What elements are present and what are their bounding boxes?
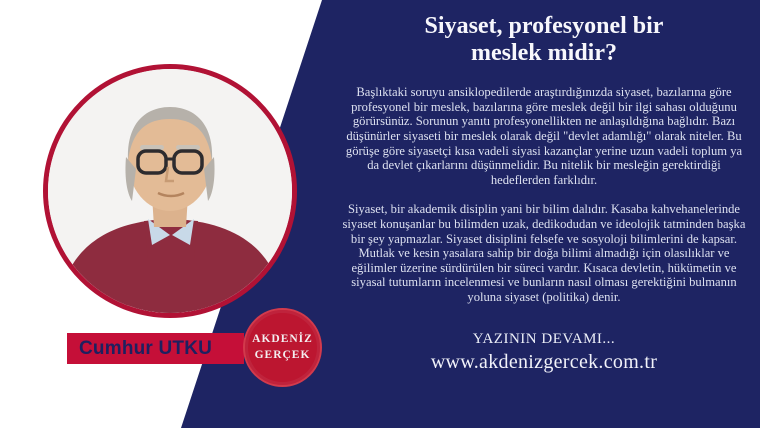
brand-badge xyxy=(243,308,322,387)
article-paragraph-1: Başlıktaki soruyu ansiklopedilerde araştırdığınızda siyaset, bazılarına göre profesyonel bir meslek, bazılarına göre meslek değil bir ilgi sahası olduğunu görürsünüz. Sorunun yanıtı profesyonellikten ne anlaşıldığına bağlıdır. Bazı düşünürler siyaseti bir meslek olarak değil "devlet adamlığı" olarak niteler. Bu görüşe göre siyasetçi kısa vadeli siyasi kazançlar yerine uzun vadeli toplum ya da devlet çıkarlarını düşünmelidir. Bu nitelik bir mesleğin gerektirdiği hedeflerden farklıdır. xyxy=(345,85,743,187)
brand-name-line2: GERÇEK xyxy=(254,348,311,361)
article-paragraph-2: Siyaset, bir akademik disiplin yani bir bilim dalıdır. Kasaba kahvehanelerinde siyaset konuşanlar bu bilimden uzak, dedikodudan ve ideolojik tatminden başka bir şey yapmazlar. Siyaset disiplini felsefe ve sosyoloji bilimlerini de kapsar. Mutlak ve kesin yasalara sahip bir doğa bilimi almadığı için olasılıklar ve eğilimler üzerine sürdürülen bir süreci vardır. Kısaca devletin, hükümetin ve siyasal tutumların incelenmesi ve bunların nasıl olması gerektiğini bulmanın yoluna siyaset (politika) denir. xyxy=(342,202,746,304)
author-photo xyxy=(43,64,297,318)
author-name-banner xyxy=(67,333,244,364)
website-link[interactable]: www.akdenizgercek.com.tr xyxy=(430,350,658,373)
author-name: Cumhur UTKU xyxy=(79,337,213,359)
article-content xyxy=(336,0,752,428)
article-title: Siyaset, profesyonel bir meslek midir? xyxy=(424,13,664,67)
brand-name-line1: AKDENİZ xyxy=(252,333,313,345)
author-portrait-illustration xyxy=(48,69,292,313)
read-more-label: YAZININ DEVAMI... xyxy=(472,330,616,347)
